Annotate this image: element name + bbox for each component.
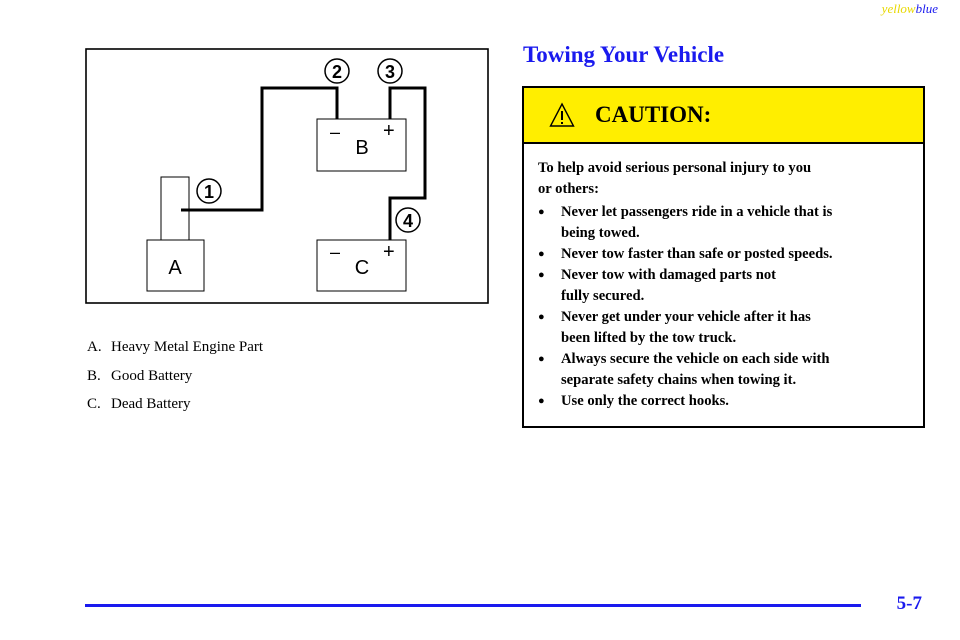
caution-item-text	[561, 265, 776, 307]
bullet-icon: ●	[538, 353, 545, 365]
caution-item-line: being towed.	[561, 225, 640, 241]
caution-item-line: separate safety chains when towing it.	[561, 372, 797, 388]
caution-item	[538, 265, 911, 307]
caution-item	[538, 307, 911, 349]
caution-item-line: Never tow with damaged parts not	[561, 267, 776, 283]
legend-item	[87, 333, 263, 362]
section-title: Towing Your Vehicle	[523, 42, 725, 67]
caution-item-line: Never get under your vehicle after it has	[561, 309, 811, 325]
caution-item	[538, 349, 911, 391]
legend-text: Heavy Metal Engine Part	[111, 339, 264, 355]
bullet-icon: ●	[538, 248, 545, 260]
legend-text: Dead Battery	[111, 396, 191, 412]
caution-intro-line: or others:	[538, 181, 599, 197]
legend-key: C.	[87, 396, 101, 412]
caution-item-text	[561, 307, 811, 349]
warning-triangle-icon	[549, 102, 575, 128]
header-tag-yellow: yellow	[881, 1, 916, 16]
caution-box	[522, 86, 925, 428]
header-color-tag	[882, 1, 938, 17]
caution-list	[538, 202, 911, 412]
legend-key: A.	[87, 339, 102, 355]
caution-header	[524, 88, 923, 144]
header-tag-blue: blue	[915, 1, 938, 16]
diagram-legend	[87, 333, 263, 419]
legend-item	[87, 362, 263, 391]
caution-item-text: Never tow faster than safe or posted speeds.	[561, 246, 833, 262]
caution-item	[538, 202, 911, 244]
callout-3-number: 3	[384, 62, 396, 82]
caution-intro-line: To help avoid serious personal injury to you	[538, 160, 812, 176]
caution-title: CAUTION:	[595, 102, 712, 127]
label-b: B	[355, 137, 369, 159]
battery-b-minus: –	[330, 122, 341, 142]
battery-b-plus: +	[383, 120, 395, 142]
caution-item-text	[561, 202, 832, 244]
caution-item-text: Use only the correct hooks.	[561, 393, 729, 409]
bullet-icon: ●	[538, 395, 545, 407]
caution-intro	[538, 158, 911, 200]
legend-item	[87, 390, 263, 419]
callout-4-number: 4	[402, 211, 414, 231]
legend-key: B.	[87, 367, 101, 384]
label-c: C	[354, 257, 370, 279]
caution-item-line: been lifted by the tow truck.	[561, 330, 737, 346]
bullet-icon: ●	[538, 269, 545, 281]
jump-start-diagram	[85, 48, 489, 304]
bullet-icon: ●	[538, 311, 545, 323]
caution-item-line: Always secure the vehicle on each side with	[561, 351, 830, 367]
battery-c-plus: +	[383, 241, 395, 263]
caution-item-line: Never let passengers ride in a vehicle that is	[561, 204, 833, 220]
label-a: A	[168, 257, 182, 279]
caution-item	[538, 391, 911, 412]
page-number: 5-7	[896, 593, 922, 614]
callout-1-number: 1	[203, 182, 215, 202]
caution-item	[538, 244, 911, 265]
caution-item-line: fully secured.	[561, 288, 645, 304]
footer-rule	[85, 604, 861, 607]
legend-text: Good Battery	[111, 367, 193, 384]
battery-c-minus: –	[330, 242, 341, 262]
caution-body	[524, 144, 923, 412]
callout-2-number: 2	[331, 62, 343, 82]
bullet-icon: ●	[538, 206, 545, 218]
caution-item-text	[561, 349, 829, 391]
